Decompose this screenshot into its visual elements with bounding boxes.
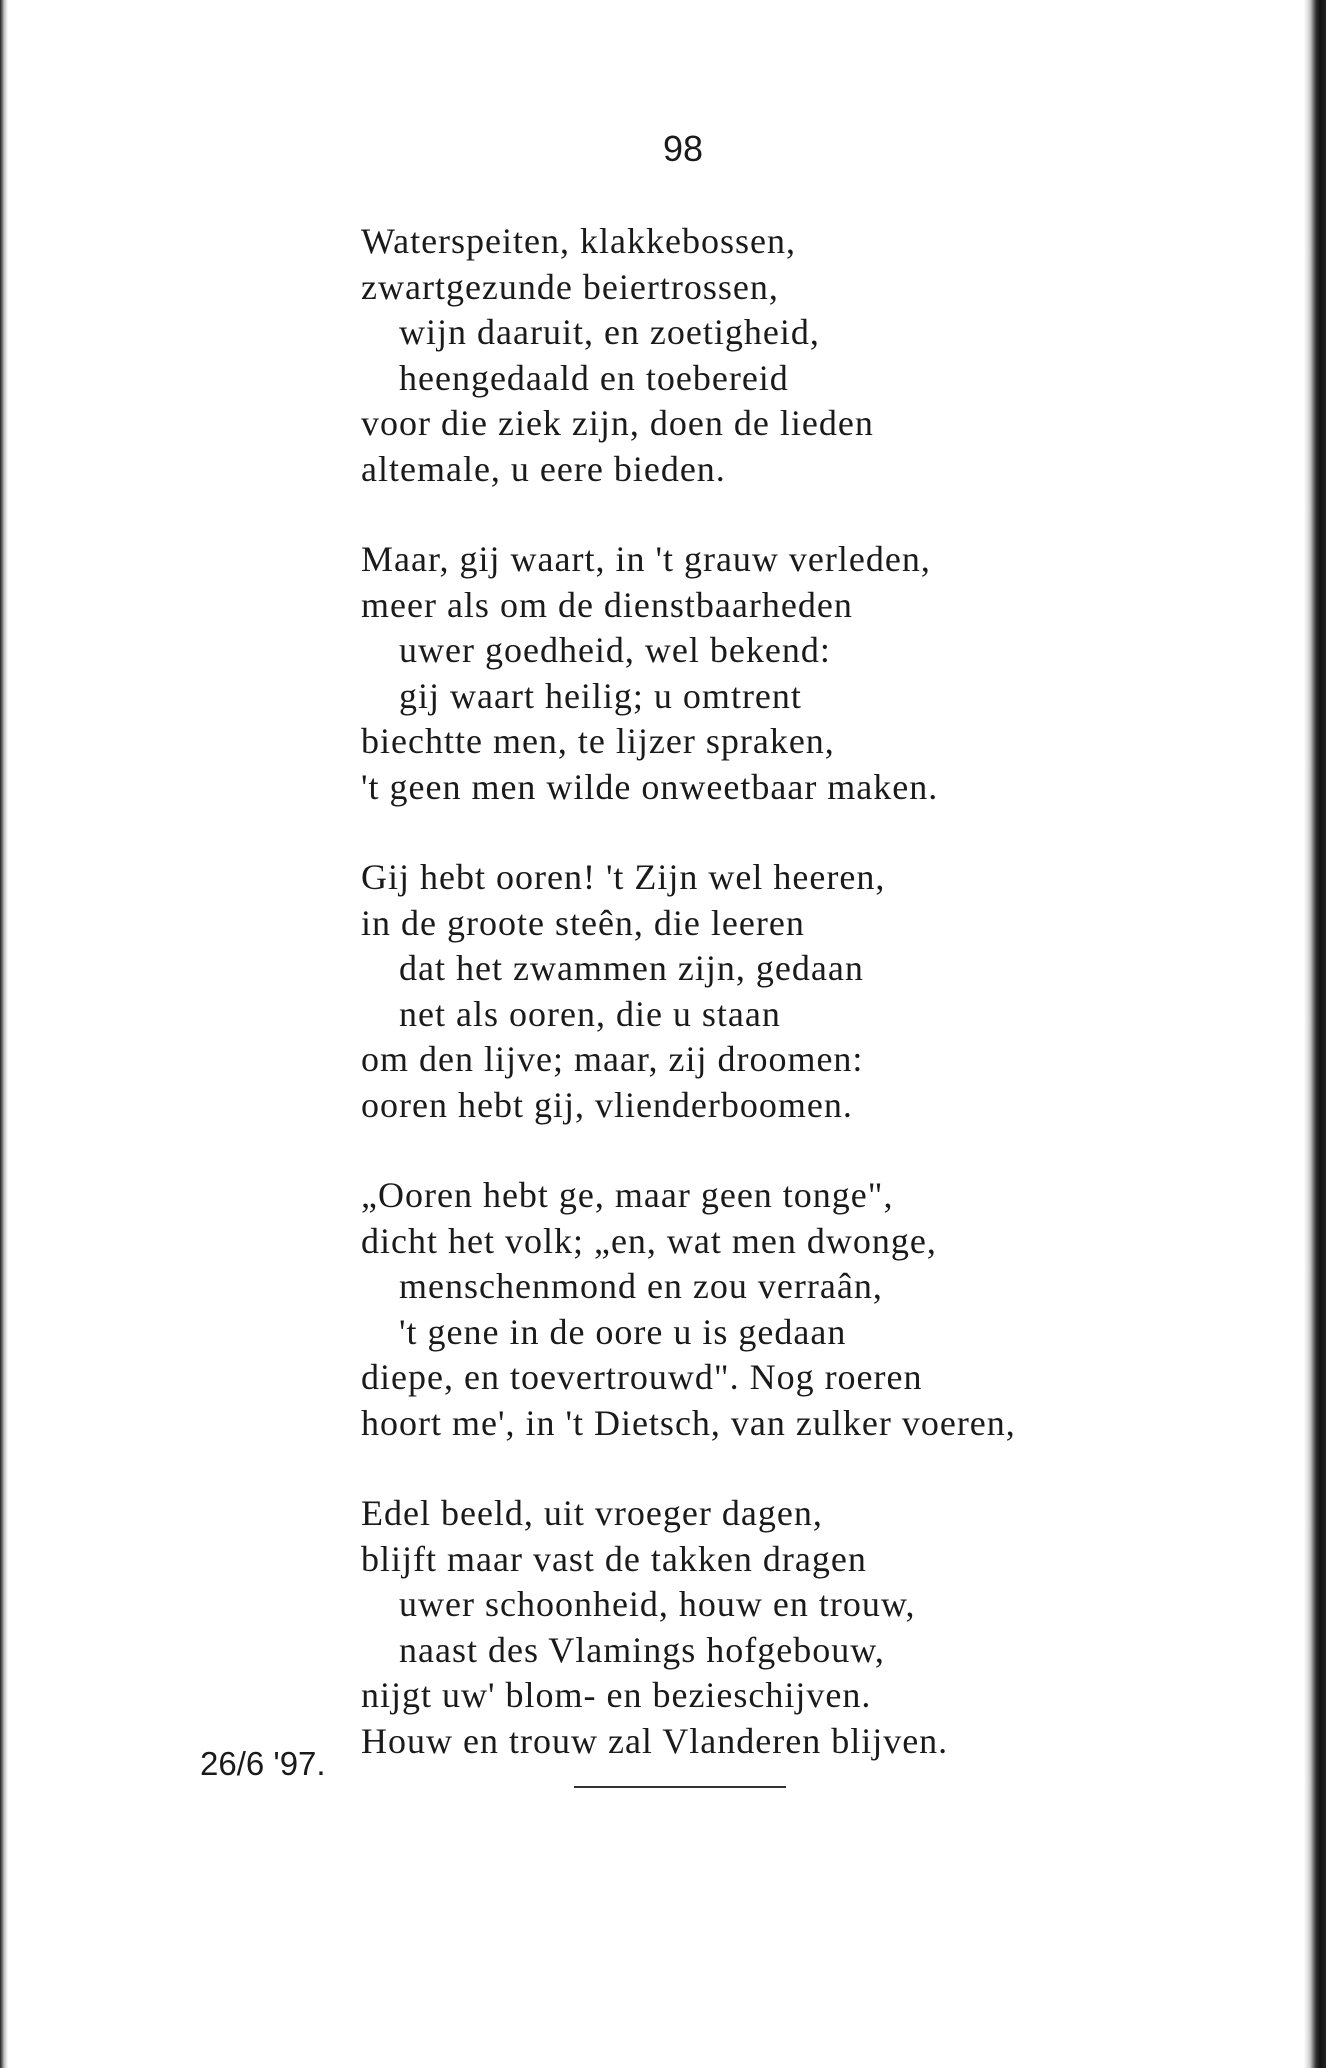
poem	[361, 219, 1016, 1764]
poem-line: 't gene in de oore u is gedaan	[399, 1311, 847, 1352]
poem-line: hoort me', in 't Dietsch, van zulker voeren,	[361, 1402, 1016, 1443]
poem-line: zwartgezunde beiertrossen,	[361, 266, 779, 307]
poem-line: 't geen men wilde onweetbaar maken.	[361, 766, 939, 807]
poem-line: om den lijve; maar, zij droomen:	[361, 1039, 864, 1079]
stanza-5	[361, 1491, 1016, 1764]
poem-line: Maar, gij waart, in 't grauw verleden,	[361, 539, 931, 579]
poem-line: wijn daaruit, en zoetigheid,	[399, 312, 820, 352]
poem-line: heengedaald en toebereid	[399, 357, 789, 398]
poem-line: dat het zwammen zijn, gedaan	[399, 948, 864, 988]
poem-line: in de groote steên, die leeren	[361, 902, 805, 943]
poem-line: Gij hebt ooren! 't Zijn wel heeren,	[361, 857, 886, 897]
poem-line: diepe, en toevertrouwd". Nog roeren	[361, 1357, 923, 1397]
poem-line: biechtte men, te lijzer spraken,	[361, 721, 835, 761]
stanza-1	[361, 219, 1016, 492]
poem-line: gij waart heilig; u omtrent	[399, 675, 802, 716]
poem-line: ooren hebt gij, vlienderboomen.	[361, 1084, 853, 1125]
poem-line: uwer schoonheid, houw en trouw,	[399, 1584, 916, 1624]
poem-line: nijgt uw' blom- en bezieschijven.	[361, 1675, 872, 1715]
end-rule	[574, 1786, 786, 1788]
poem-line: net als ooren, die u staan	[399, 993, 781, 1034]
stanza-4	[361, 1173, 1016, 1446]
poem-line: voor die ziek zijn, doen de lieden	[361, 403, 874, 443]
poem-line: altemale, u eere bieden.	[361, 448, 726, 489]
poem-line: naast des Vlamings hofgebouw,	[399, 1629, 885, 1670]
stanza-3	[361, 855, 1016, 1128]
poem-date: 26/6 '97.	[200, 1745, 326, 1782]
poem-line: dicht het volk; „en, wat men dwonge,	[361, 1220, 937, 1261]
stanza-2	[361, 537, 1016, 810]
poem-line: Houw en trouw zal Vlanderen blijven.	[361, 1720, 949, 1761]
page-right-edge	[1304, 0, 1326, 2068]
poem-line: „Ooren hebt ge, maar geen tonge",	[361, 1175, 894, 1215]
poem-line: Edel beeld, uit vroeger dagen,	[361, 1493, 823, 1533]
poem-line: Waterspeiten, klakkebossen,	[361, 221, 796, 261]
poem-line: meer als om de dienstbaarheden	[361, 584, 853, 625]
poem-line: blijft maar vast de takken dragen	[361, 1538, 867, 1579]
page-number: 98	[662, 128, 704, 169]
poem-line: menschenmond en zou verraân,	[399, 1266, 883, 1306]
page-left-edge	[0, 0, 8, 2068]
poem-line: uwer goedheid, wel bekend:	[399, 630, 831, 670]
